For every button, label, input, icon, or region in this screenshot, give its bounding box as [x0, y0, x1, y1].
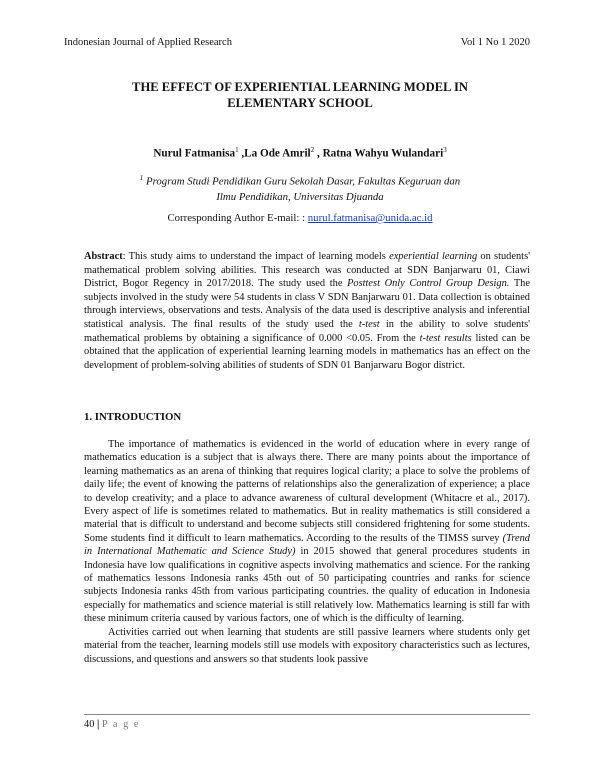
- abstract-italic: t-test results: [419, 332, 472, 344]
- page-label: P a g e: [101, 719, 140, 730]
- author-1-sup: 1: [235, 146, 239, 154]
- abstract-text: on students' mathematical problem solving abilities. This research was conducted at SDN Banjarwaru 01, Ciawi District, Bogor Regency in 2017/2018. The study used the: [84, 251, 530, 290]
- title-line-2: ELEMENTARY SCHOOL: [227, 95, 373, 110]
- journal-volume: Vol 1 No 1 2020: [460, 37, 530, 48]
- author-2-sup: 2: [310, 146, 315, 154]
- affiliation: [80, 171, 520, 205]
- paragraph-2: Activities carried out when learning that students are still passive learners where students only get material from the teacher, learning models still use models with expository characteristics such as lectures, discussions, and questions and answers so that students look passive: [84, 626, 530, 665]
- abstract-text: in the ability to solve students' mathematical problems by obtaining a significance of 0.000 <0.05. From the: [84, 318, 530, 344]
- paragraph-text: in 2015 showed that general procedures students in Indonesia have low qualifications in cognitive aspects involving mathematics and science. For the ranking of mathematics lessons Indonesia ranks 45th out of 50 participating countries and ranks for science subjects Indonesia ranks 45th from various participating countries. the quality of education in Indonesia especially for mathematics and science material is still relatively low. Mathematics learning is still far with these minimum criteria caused by various factors, one of which is the difficulty of learning.: [84, 546, 530, 625]
- abstract-label: Abstract: [84, 251, 123, 262]
- abstract-italic: Posttest Only Control Group Design.: [347, 278, 510, 290]
- abstract-text: The subjects involved in the study were 54 students in class V SDN Banjarwaru 01. Data collection is obtained through interviews, observations and tests. Analysis of the data used is descriptive analysis and inferential statistical analysis. The final results of the study used the: [84, 278, 530, 330]
- author-separator: ,: [238, 147, 245, 160]
- abstract-text: : This study aims to understand the impact of learning models: [122, 251, 390, 262]
- author-2: La Ode Amril: [244, 147, 311, 160]
- journal-name: Indonesian Journal of Applied Research: [64, 37, 232, 48]
- author-1: Nurul Fatmanisa: [153, 147, 236, 160]
- title-line-1: THE EFFECT OF EXPERIENTIAL LEARNING MODEL IN: [132, 80, 468, 94]
- page-separator: |: [94, 719, 102, 730]
- abstract-italic: experiential learning: [389, 251, 478, 262]
- paragraph-1: [84, 438, 530, 626]
- affiliation-sup: 1: [139, 174, 144, 182]
- contact-label: Corresponding Author E-mail: :: [167, 212, 308, 224]
- author-email-link[interactable]: nurul.fatmanisa@unida.ac.id: [307, 212, 433, 224]
- abstract: [84, 250, 530, 372]
- introduction-body: [84, 438, 530, 666]
- paragraph-text: The importance of mathematics is evidenced in the world of education where in every range of mathematics education is a subject that is always there. There are many points about the importance of learning mathematics as an arena of thinking that requires logical clarity; a place to solve the problems of daily life; the event of knowing the patterns of relationships also the generalization of experience; a place to develop creativity; and a place to advance awareness of cultural development (Whitacre et al., 2017). Every aspect of life is sometimes related to mathematics. But in reality mathematics is still considered a material that is difficult to understand and become subjects still considered frightening for some students. Some students find it difficult to learn mathematics. According to the results of the TIMSS survey: [84, 439, 530, 544]
- affiliation-line-1: Program Studi Pendidikan Guru Sekolah Dasar, Fakultas Keguruan dan: [143, 175, 461, 188]
- author-3-sup: 3: [443, 146, 447, 154]
- page-footer: [84, 714, 530, 730]
- affiliation-line-2: Ilmu Pendidikan, Universitas Djuanda: [216, 190, 384, 203]
- page-number: 40: [84, 719, 95, 730]
- abstract-italic: t-test: [358, 318, 380, 330]
- author-separator: ,: [314, 147, 323, 160]
- section-heading: 1. INTRODUCTION: [84, 411, 182, 423]
- author-list: [0, 146, 600, 160]
- corresponding-author: [0, 212, 600, 224]
- paragraph-italic: (Trend in International Mathematic and Science Study): [84, 532, 530, 558]
- abstract-text: listed can be obtained that the application of experiential learning learning models in mathematics has an effect on the development of problem-solving abilities of students of SDN 01 Banjarwaru Bogor district.: [84, 332, 530, 371]
- author-3: Ratna Wahyu Wulandari: [322, 147, 444, 160]
- paper-title: [60, 80, 540, 111]
